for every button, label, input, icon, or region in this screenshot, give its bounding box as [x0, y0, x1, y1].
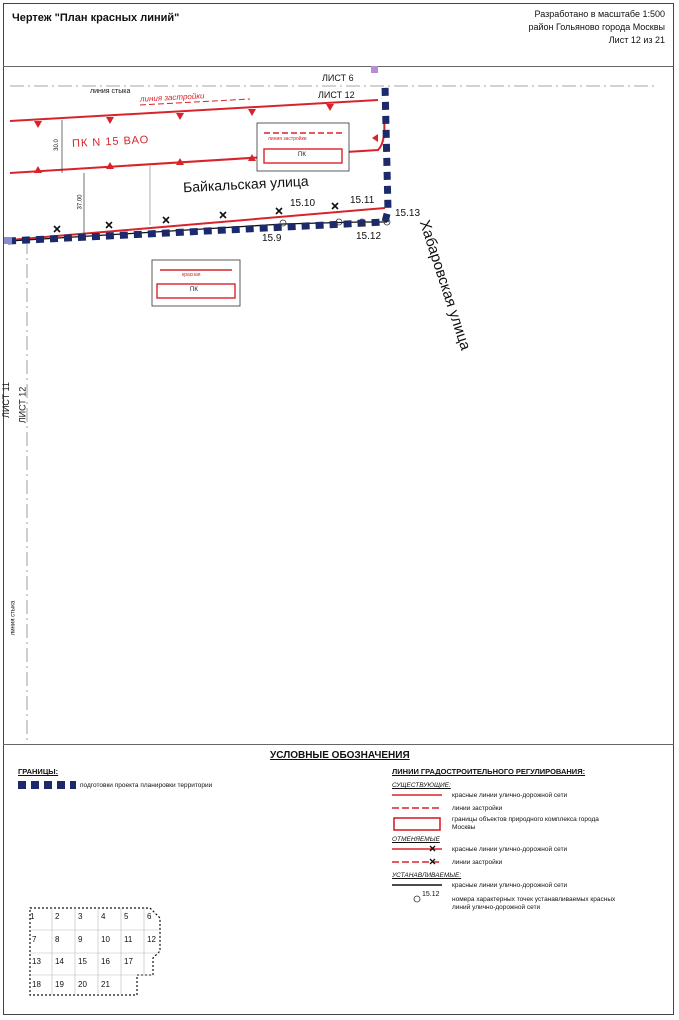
boundary-end-marker-top	[371, 66, 378, 73]
point-15-12: 15.12	[356, 231, 382, 242]
sheet-index-cell: 9	[78, 934, 83, 944]
boundary-end-marker	[4, 237, 12, 244]
sheet-number: Лист 12 из 21	[608, 35, 665, 45]
sheet-index-cell: 7	[32, 934, 37, 944]
legend-new: УСТАНАВЛИВАЕМЫЕ:	[392, 872, 462, 879]
label-sheet12-top: ЛИСТ 12	[318, 90, 355, 100]
legend-borders-head: ГРАНИЦЫ:	[18, 767, 59, 776]
label-building-line: линия застройки	[139, 91, 205, 104]
legend-borders-item: подготовки проекта планировки территории	[80, 782, 213, 789]
inset2-red-label: красная	[182, 272, 201, 278]
sheet-index-cell: 5	[124, 912, 129, 921]
label-junction-left: линия стыка	[10, 600, 17, 636]
inset-box-2	[152, 260, 240, 306]
sheet-index-cell: 10	[101, 934, 110, 944]
legend-existing: СУЩЕСТВУЮЩИЕ:	[392, 782, 451, 789]
label-street-khabarovsk: Хабаровская улица	[415, 218, 474, 353]
point-15-9: 15.9	[262, 233, 282, 244]
district-note: район Гольяново города Москвы	[528, 22, 665, 32]
point-15-10: 15.10	[290, 198, 316, 209]
sheet-index-cell: 13	[32, 957, 41, 966]
legend-lines-head: ЛИНИИ ГРАДОСТРОИТЕЛЬНОГО РЕГУЛИРОВАНИЯ:	[392, 767, 586, 776]
legend-new-red: красные линии улично-дорожной сети	[452, 882, 568, 889]
label-junction-top: линия стыка	[90, 88, 131, 95]
sheet-index-cell: 21	[101, 979, 110, 989]
sheet-index-cell: 14	[55, 957, 64, 966]
legend-ex-red: красные линии улично-дорожной сети	[452, 792, 568, 799]
sheet-index-cell: 1	[30, 912, 35, 921]
sheet-index-cell: 19	[55, 979, 64, 989]
legend-ex-nature: границы объектов природного комплекса города Москвы	[452, 816, 599, 831]
existing-red-line-1	[10, 100, 378, 121]
sheet-index-cell: 4	[101, 912, 106, 921]
sheet-index-cell: 8	[55, 934, 60, 944]
sheet-index-cell: 18	[32, 979, 41, 989]
legend-boundary-swatch	[18, 780, 78, 790]
legend-point-desc: номера характерных точек устанавливаемых красных линий улично-дорожной сети	[452, 896, 616, 911]
sheet-index-cell: 2	[55, 912, 60, 921]
legend-ex-build: линии застройки	[452, 805, 503, 812]
inset-box-1	[257, 123, 349, 171]
label-sheet11: ЛИСТ 11	[0, 382, 11, 418]
inset2-pk-label: ПК	[190, 287, 198, 293]
label-street-baikal: Байкальская улица	[182, 172, 309, 196]
label-pk: ПК N 15 ВАО	[71, 133, 150, 151]
sheet-index-cell: 15	[78, 957, 87, 966]
sheet-index-cell: 12	[147, 934, 156, 944]
label-dim-37: 37.00	[77, 194, 84, 210]
sheet-index-cell: 11	[124, 934, 133, 944]
sheet-index-cell: 20	[78, 979, 87, 989]
point-15-13: 15.13	[395, 208, 421, 219]
inset1-pk-label: ПК	[298, 152, 306, 158]
legend-point-circle	[412, 894, 422, 904]
sheet-index-cell: 3	[78, 912, 83, 921]
point-15-11: 15.11	[350, 195, 375, 206]
legend-cancelled: ОТМЕНЯЕМЫЕ	[392, 836, 440, 843]
sheet-index-grid	[25, 903, 165, 999]
inset1-building-label: линия застройки	[268, 136, 307, 142]
sheet-index-cell: 17	[124, 957, 133, 966]
scale-note: Разработано в масштабе 1:500	[534, 9, 665, 19]
label-dim-30: 30.0	[53, 139, 60, 151]
legend-point-num: 15.12	[422, 891, 440, 898]
legend-can-build: линии застройки	[452, 859, 503, 866]
legend-swatches	[392, 790, 452, 900]
legend-can-red: красные линии улично-дорожной сети	[452, 846, 568, 853]
sheet-index-cell: 6	[147, 912, 152, 921]
label-sheet12-left: ЛИСТ 12	[17, 386, 28, 424]
label-sheet6: ЛИСТ 6	[322, 73, 354, 83]
sheet-index-cell: 16	[101, 957, 110, 966]
drawing-title: Чертеж "План красных линий"	[12, 12, 180, 24]
legend-title: УСЛОВНЫЕ ОБОЗНАЧЕНИЯ	[270, 750, 410, 761]
